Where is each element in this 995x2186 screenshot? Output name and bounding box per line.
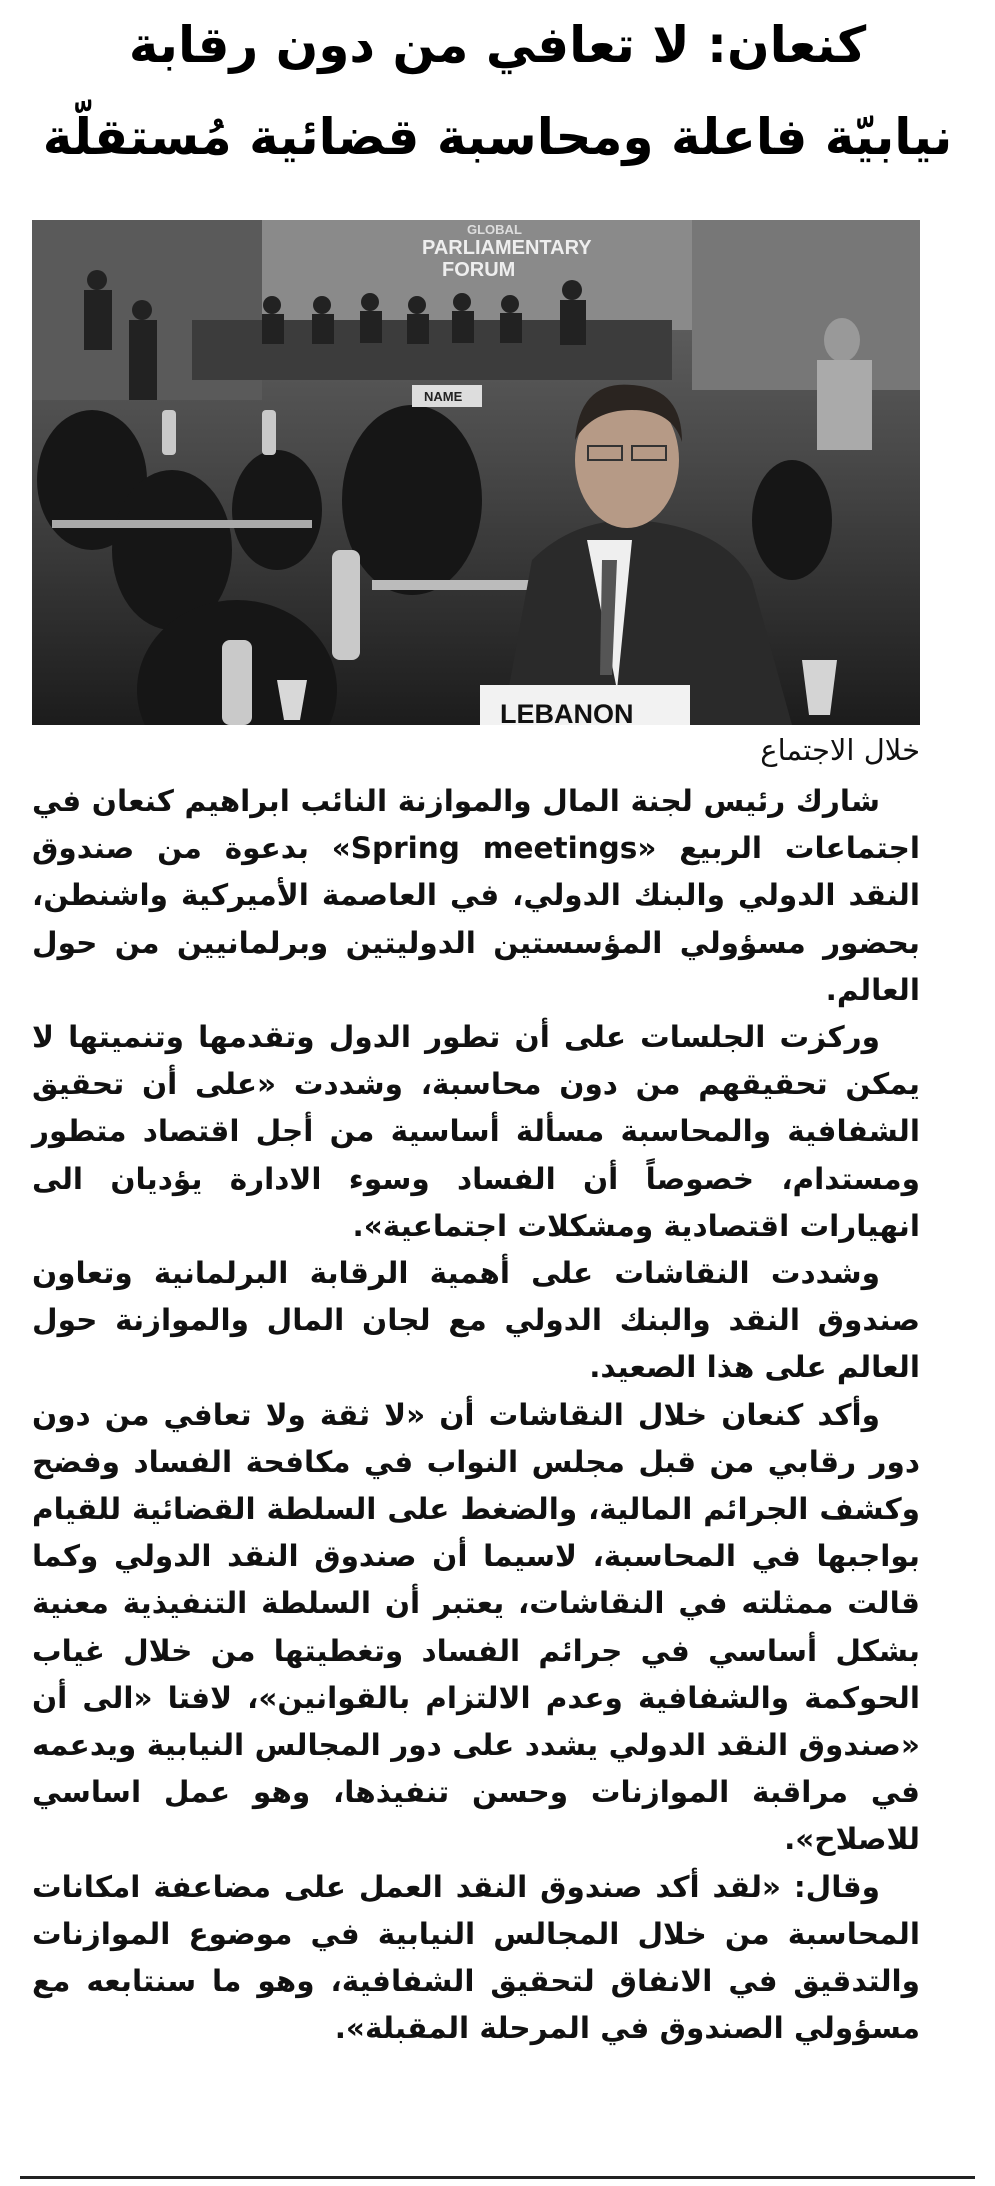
paragraph-5: وقال: «لقد أكد صندوق النقد العمل على مضاعفة امكانات المحاسبة من خلال المجالس النيابية في موضوع الموازنات والتدقيق في الانفاق لتحقيق الشفافية، وهو ما سنتابعه مع مسؤولي الصندوق في المرحلة المقبلة».: [32, 1869, 920, 2046]
name-card-text: NAME: [424, 389, 463, 404]
paragraph-2: وركزت الجلسات على أن تطور الدول وتقدمها وتنميتها لا يمكن تحقيقهم من دون محاسبة، وشددت «على أن تحقيق الشفافية والمحاسبة مسألة أساسية من أجل اقتصاد متطور ومستدام، خصوصاً أن الفساد وسوء الادارة يؤديان الى انهيارات اقتصادية ومشكلات اجتماعية».: [32, 1020, 920, 1243]
backdrop-text-1: GLOBAL: [467, 222, 522, 237]
backdrop-text-2: PARLIAMENTARY: [422, 237, 592, 259]
bottom-rule: [20, 2176, 975, 2179]
headline-line-2: نيابيّة فاعلة ومحاسبة قضائية مُستقلّة: [42, 108, 953, 166]
paragraph-3: وشددت النقاشات على أهمية الرقابة البرلمانية وتعاون صندوق النقد والبنك الدولي مع لجان المال والموازنة حول العالم على هذا الصعيد.: [32, 1256, 920, 1385]
paragraph-1: شارك رئيس لجنة المال والموازنة النائب ابراهيم كنعان في اجتماعات الربيع «Spring meetings» بدعوة من صندوق النقد الدولي والبنك الدولي، في العاصمة الأميركية واشنطن، بحضور مسؤولي المؤسستين الدوليتين وبرلمانيين من حول العالم.: [32, 784, 920, 1007]
paragraph-4: وأكد كنعان خلال النقاشات أن «لا ثقة ولا تعافي من دون دور رقابي من قبل مجلس النواب في مكافحة الفساد وفضح وكشف الجرائم المالية، والضغط على السلطة القضائية للقيام بواجبها في المحاسبة، لاسيما أن صندوق النقد الدولي وكما قالت ممثلته في النقاشات، يعتبر أن السلطة التنفيذية معنية بشكل أساسي في جرائم الفساد وتغطيتها من خلال غياب الحوكمة والشفافية وعدم الالتزام بالقوانين»، لافتا «الى أن «صندوق النقد الدولي يشدد على دور المجالس النيابية ويدعمه في مراقبة الموازنات وحسن تنفيذها، وهو عمل اساسي للاصلاح».: [32, 1397, 920, 1857]
placard-text: LEBANON: [500, 699, 634, 725]
article-body: [32, 778, 920, 2052]
meeting-photo: [32, 220, 920, 725]
headline: [40, 10, 955, 172]
backdrop-text-3: FORUM: [442, 259, 516, 281]
photo-caption: خلال الاجتماع: [760, 733, 920, 767]
headline-line-1: كنعان: لا تعافي من دون رقابة: [128, 16, 867, 74]
